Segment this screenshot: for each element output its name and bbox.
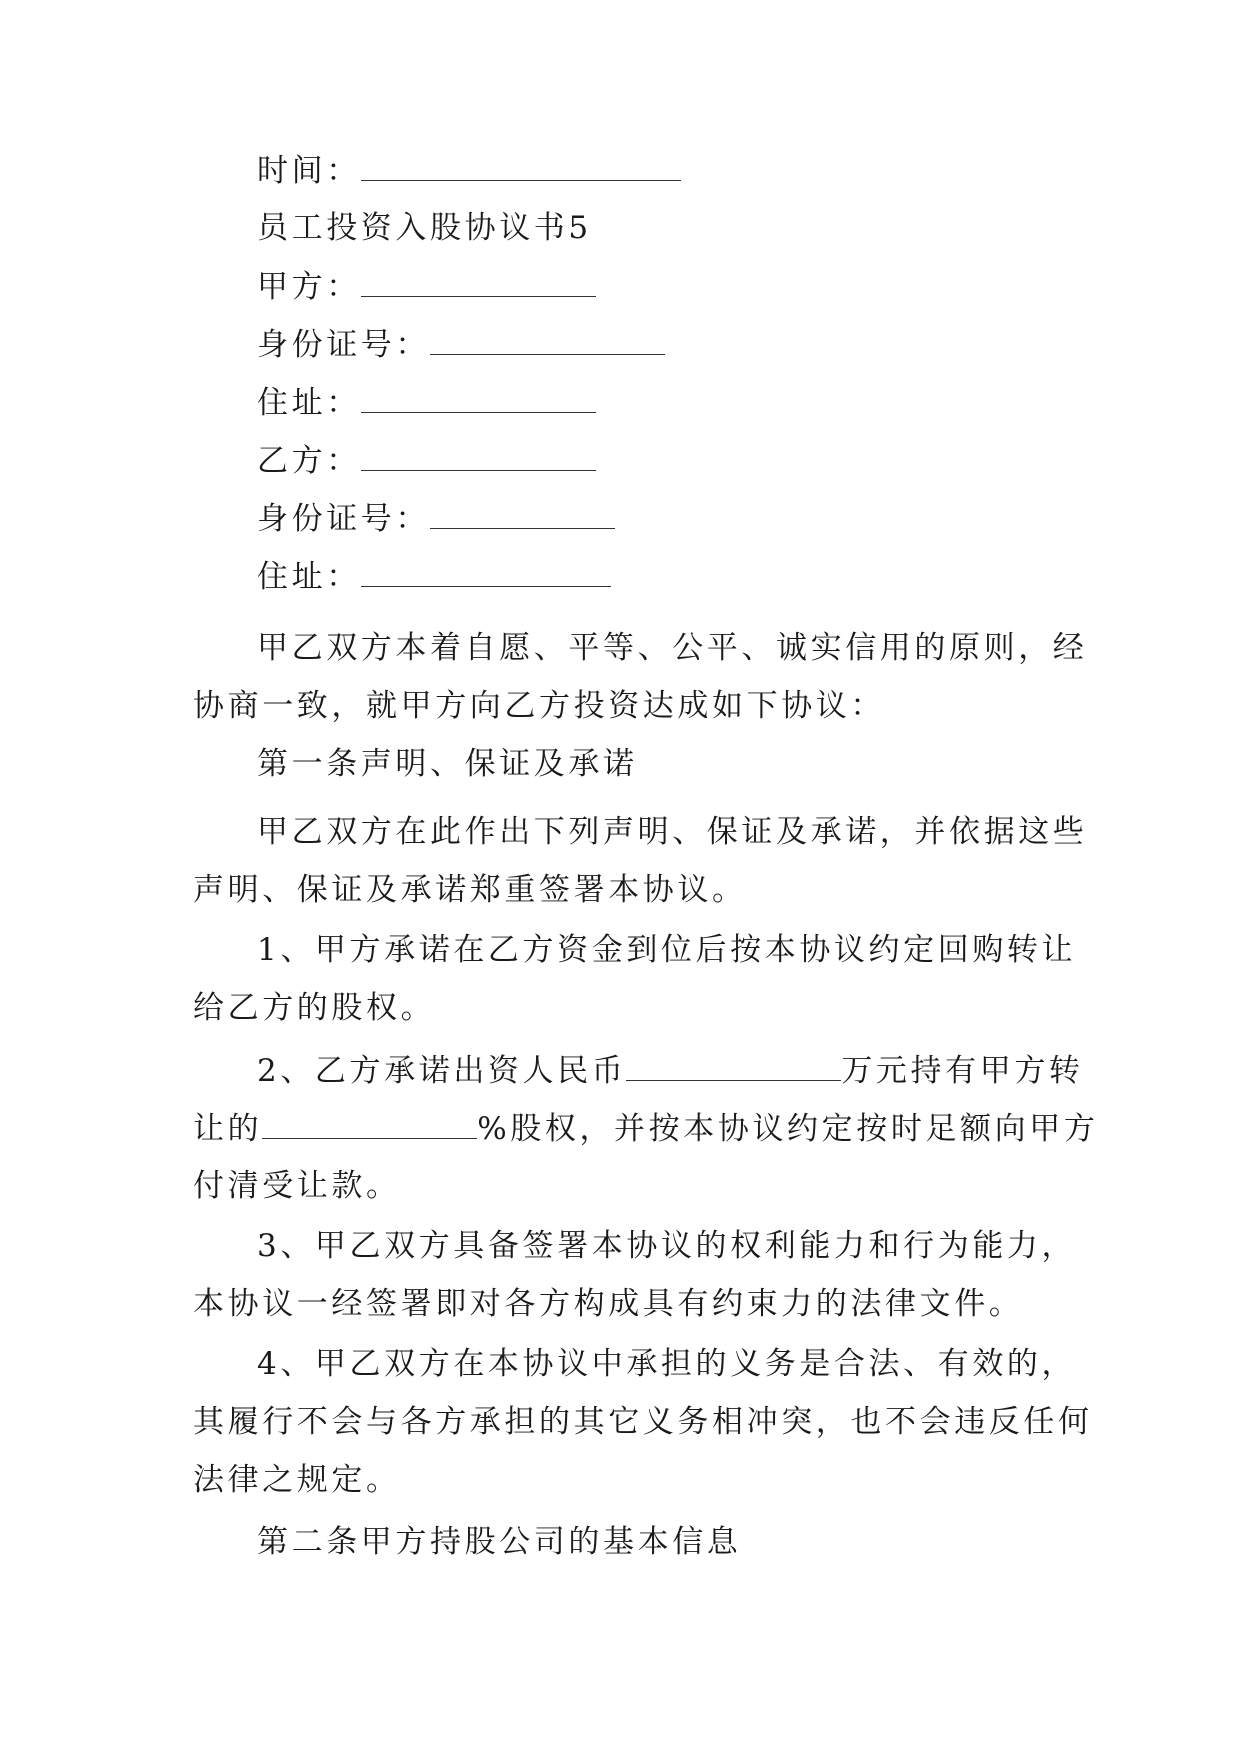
party-b-label: 乙方： [257, 443, 361, 479]
party-a-address-label: 住址： [257, 385, 361, 421]
party-a-address-line [257, 382, 1117, 423]
clause-4-line-2: 其履行不会与各方承担的其它义务相冲突，也不会违反任何 [193, 1404, 1093, 1440]
clause-1-line-2: 给乙方的股权。 [193, 990, 436, 1026]
clause-2-line-2: 让的 %股权，并按本协议约定按时足额向甲方 [193, 1108, 1053, 1149]
clause-2-line-3: 付清受让款。 [193, 1168, 401, 1204]
section-title: 员工投资入股协议书5 [257, 210, 592, 246]
investment-amount-blank[interactable] [626, 1050, 841, 1081]
article-1-intro-line-1: 甲乙双方在此作出下列声明、保证及承诺，并依据这些 [257, 814, 1088, 850]
clause-4-line-1: 4、甲乙双方在本协议中承担的义务是合法、有效的， [257, 1346, 1077, 1382]
clause-2-line-1: 2、乙方承诺出资人民币 万元持有甲方转 [257, 1050, 1117, 1091]
article-1-intro-line-2: 声明、保证及承诺郑重签署本协议。 [193, 872, 747, 908]
time-label: 时间： [257, 153, 361, 189]
party-a-address-blank[interactable] [361, 382, 596, 413]
clause-3-line-1: 3、甲乙双方具备签署本协议的权利能力和行为能力， [257, 1228, 1077, 1264]
preamble-line-2: 协商一致，就甲方向乙方投资达成如下协议： [193, 688, 885, 724]
equity-percent-blank[interactable] [262, 1108, 477, 1139]
party-b-id-label: 身份证号： [257, 501, 430, 537]
party-a-id-line [257, 324, 1117, 365]
party-b-address-label: 住址： [257, 559, 361, 595]
preamble-line-1: 甲乙双方本着自愿、平等、公平、诚实信用的原则，经 [257, 630, 1088, 666]
party-b-address-line [257, 556, 1117, 597]
party-b-line [257, 440, 1117, 481]
party-a-id-blank[interactable] [430, 324, 665, 355]
article-2-heading: 第二条甲方持股公司的基本信息 [257, 1524, 742, 1560]
time-blank[interactable] [361, 150, 681, 181]
party-b-blank[interactable] [361, 440, 596, 471]
clause-1-line-1: 1、甲方承诺在乙方资金到位后按本协议约定回购转让 [257, 932, 1077, 968]
party-a-blank[interactable] [361, 266, 596, 297]
clause-4-line-3: 法律之规定。 [193, 1462, 401, 1498]
time-line [257, 150, 1117, 191]
article-1-heading: 第一条声明、保证及承诺 [257, 746, 638, 782]
clause-3-line-2: 本协议一经签署即对各方构成具有约束力的法律文件。 [193, 1286, 1024, 1322]
party-b-id-line [257, 498, 1117, 539]
party-a-line [257, 266, 1117, 307]
party-b-address-blank[interactable] [361, 556, 611, 587]
party-a-label: 甲方： [257, 269, 361, 305]
party-a-id-label: 身份证号： [257, 327, 430, 363]
party-b-id-blank[interactable] [430, 498, 615, 529]
